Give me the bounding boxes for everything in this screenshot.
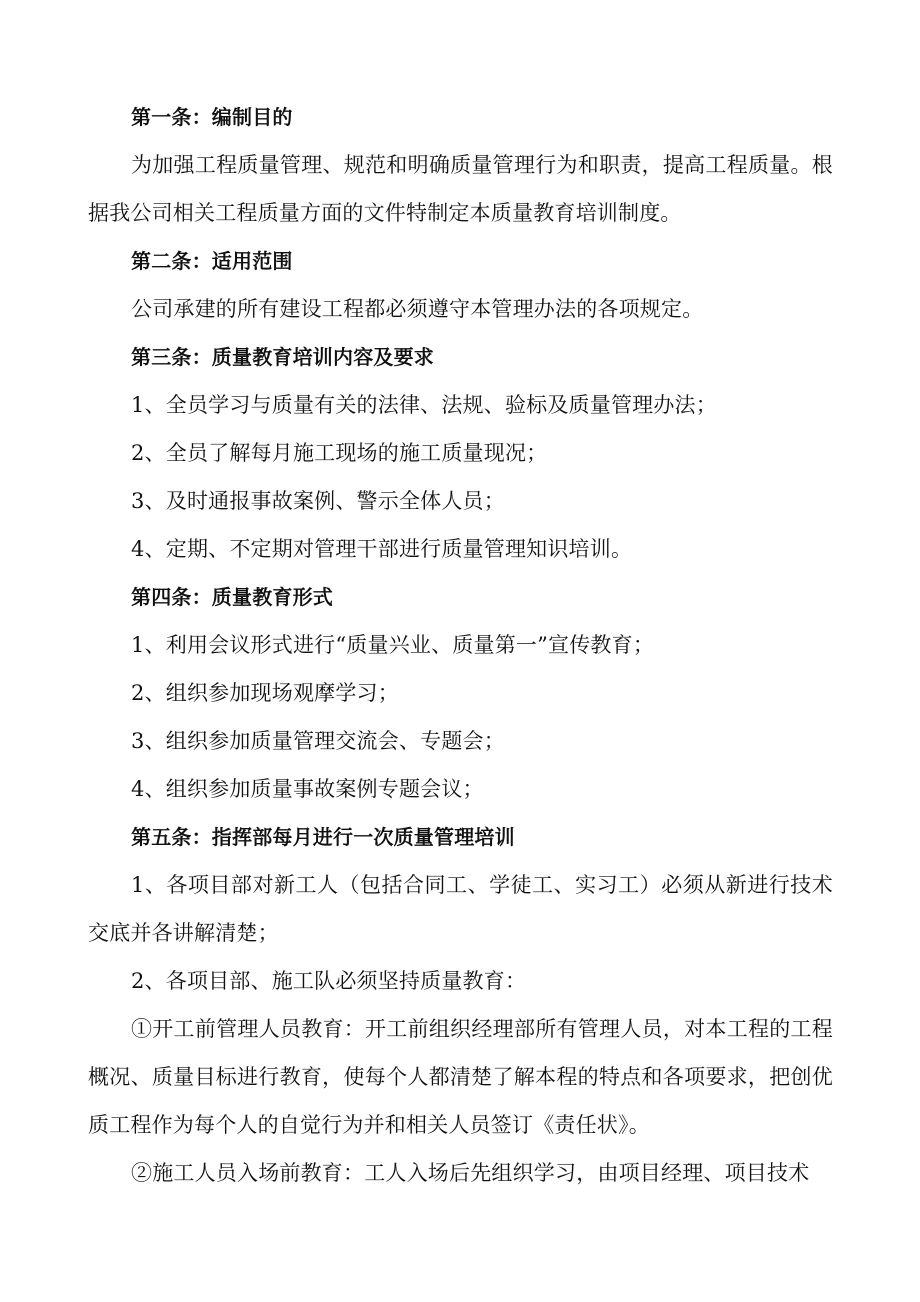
article-2-body: 公司承建的所有建设工程都必须遵守本管理办法的各项规定。 bbox=[131, 297, 704, 321]
article-4-item: 4、组织参加质量事故案例专题会议； bbox=[131, 777, 484, 801]
article-5-sub-item-2: ②施工人员入场前教育：工人入场后先组织学习，由项目经理、项目技术 bbox=[131, 1161, 810, 1185]
article-3-heading: 第三条：质量教育培训内容及要求 bbox=[131, 345, 434, 369]
article-4-item: 1、利用会议形式进行“质量兴业、质量第一”宣传教育； bbox=[131, 633, 655, 657]
article-1-body: 为加强工程质量管理、规范和明确质量管理行为和职责，提高工程质量。根据我公司相关工程质量方面的文件特制定本质量教育培训制度。 bbox=[88, 153, 833, 225]
article-4-heading: 第四条：质量教育形式 bbox=[131, 585, 333, 609]
article-5-heading: 第五条：指挥部每月进行一次质量管理培训 bbox=[131, 825, 515, 849]
article-3-item: 1、全员学习与质量有关的法律、法规、验标及质量管理办法； bbox=[131, 393, 717, 417]
article-5-item-2: 2、各项目部、施工队必须坚持质量教育： bbox=[131, 969, 527, 993]
article-3-item: 3、及时通报事故案例、警示全体人员； bbox=[131, 489, 505, 513]
article-4-item: 2、组织参加现场观摩学习； bbox=[131, 681, 399, 705]
article-5-item-1: 1、各项目部对新工人（包括合同工、学徒工、实习工）必须从新进行技术交底并各讲解清楚； bbox=[88, 873, 833, 945]
article-4-item: 3、组织参加质量管理交流会、专题会； bbox=[131, 729, 505, 753]
article-3-item: 2、全员了解每月施工现场的施工质量现况； bbox=[131, 441, 548, 465]
article-3-item: 4、定期、不定期对管理干部进行质量管理知识培训。 bbox=[131, 537, 633, 561]
article-5-sub-item-1: ①开工前管理人员教育：开工前组织经理部所有管理人员，对本工程的工程概况、质量目标进行教育，使每个人都清楚了解本程的特点和各项要求，把创优质工程作为每个人的自觉行为并和相关人员签订《责任状》。 bbox=[88, 1017, 833, 1137]
document-body bbox=[88, 93, 833, 1197]
article-2-heading: 第二条：适用范围 bbox=[131, 249, 293, 273]
article-1-heading: 第一条：编制目的 bbox=[131, 105, 293, 129]
